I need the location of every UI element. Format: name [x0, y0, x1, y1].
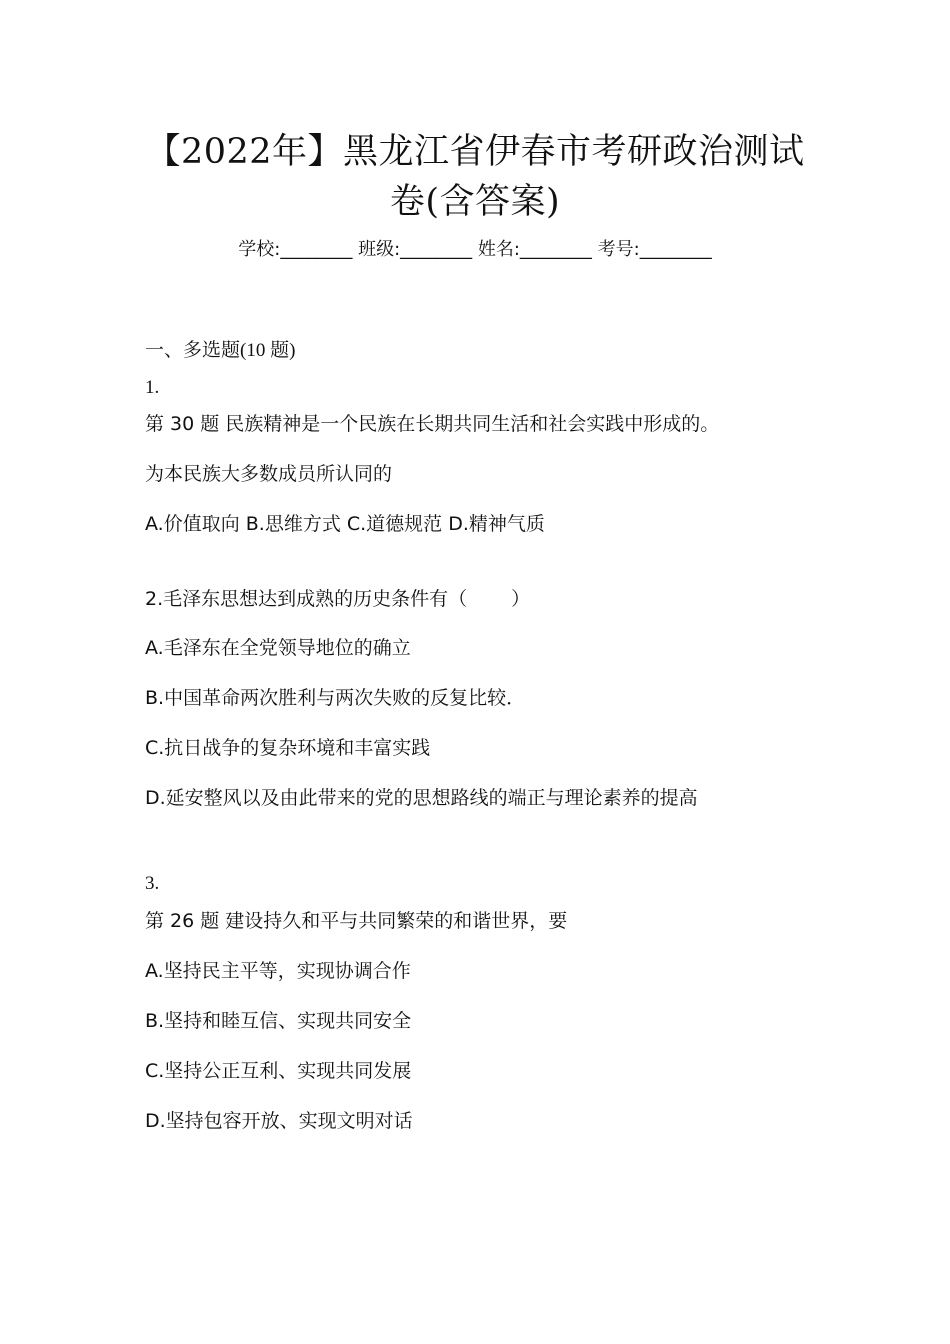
q3-option-b: B.坚持和睦互信、实现共同安全 [145, 1010, 412, 1032]
q3-option-a: A.坚持民主平等，实现协调合作 [145, 960, 411, 982]
q2-option-c: C.抗日战争的复杂环境和丰富实践 [145, 737, 431, 759]
q3-stem: 第 26 题 建设持久和平与共同繁荣的和谐世界，要 [145, 910, 568, 932]
q1-number: 1. [145, 377, 160, 398]
q2-stem-prefix: 2.毛泽东思想达到成熟的历史条件有（ [145, 588, 468, 610]
q2-option-d: D.延安整风以及由此带来的党的思想路线的端正与理论素养的提高 [145, 787, 698, 809]
q1-stem-line-2: 为本民族大多数成员所认同的 [145, 463, 393, 485]
page-title-line-2: 卷(含答案) [389, 182, 561, 222]
q1-stem-line-1: 第 30 题 民族精神是一个民族在长期共同生活和社会实践中形成的。 [145, 413, 720, 435]
student-info-line: 学校:________ 班级:________ 姓名:________ 考号:________ [238, 239, 712, 260]
q2-option-b: B.中国革命两次胜利与两次失败的反复比较． [145, 687, 526, 709]
q3-option-c: C.坚持公正互利、实现共同发展 [145, 1060, 412, 1082]
q1-options: A.价值取向 B.思维方式 C.道德规范 D.精神气质 [145, 513, 545, 535]
section-heading: 一、多选题(10 题) [145, 340, 296, 361]
q2-option-a: A.毛泽东在全党领导地位的确立 [145, 637, 411, 659]
page-title-line-1: 【2022年】黑龙江省伊春市考研政治测试 [145, 132, 805, 172]
q3-number: 3. [145, 873, 160, 894]
q2-stem [145, 585, 530, 613]
q2-stem-suffix: ） [511, 588, 531, 610]
q3-option-d: D.坚持包容开放、实现文明对话 [145, 1110, 413, 1132]
